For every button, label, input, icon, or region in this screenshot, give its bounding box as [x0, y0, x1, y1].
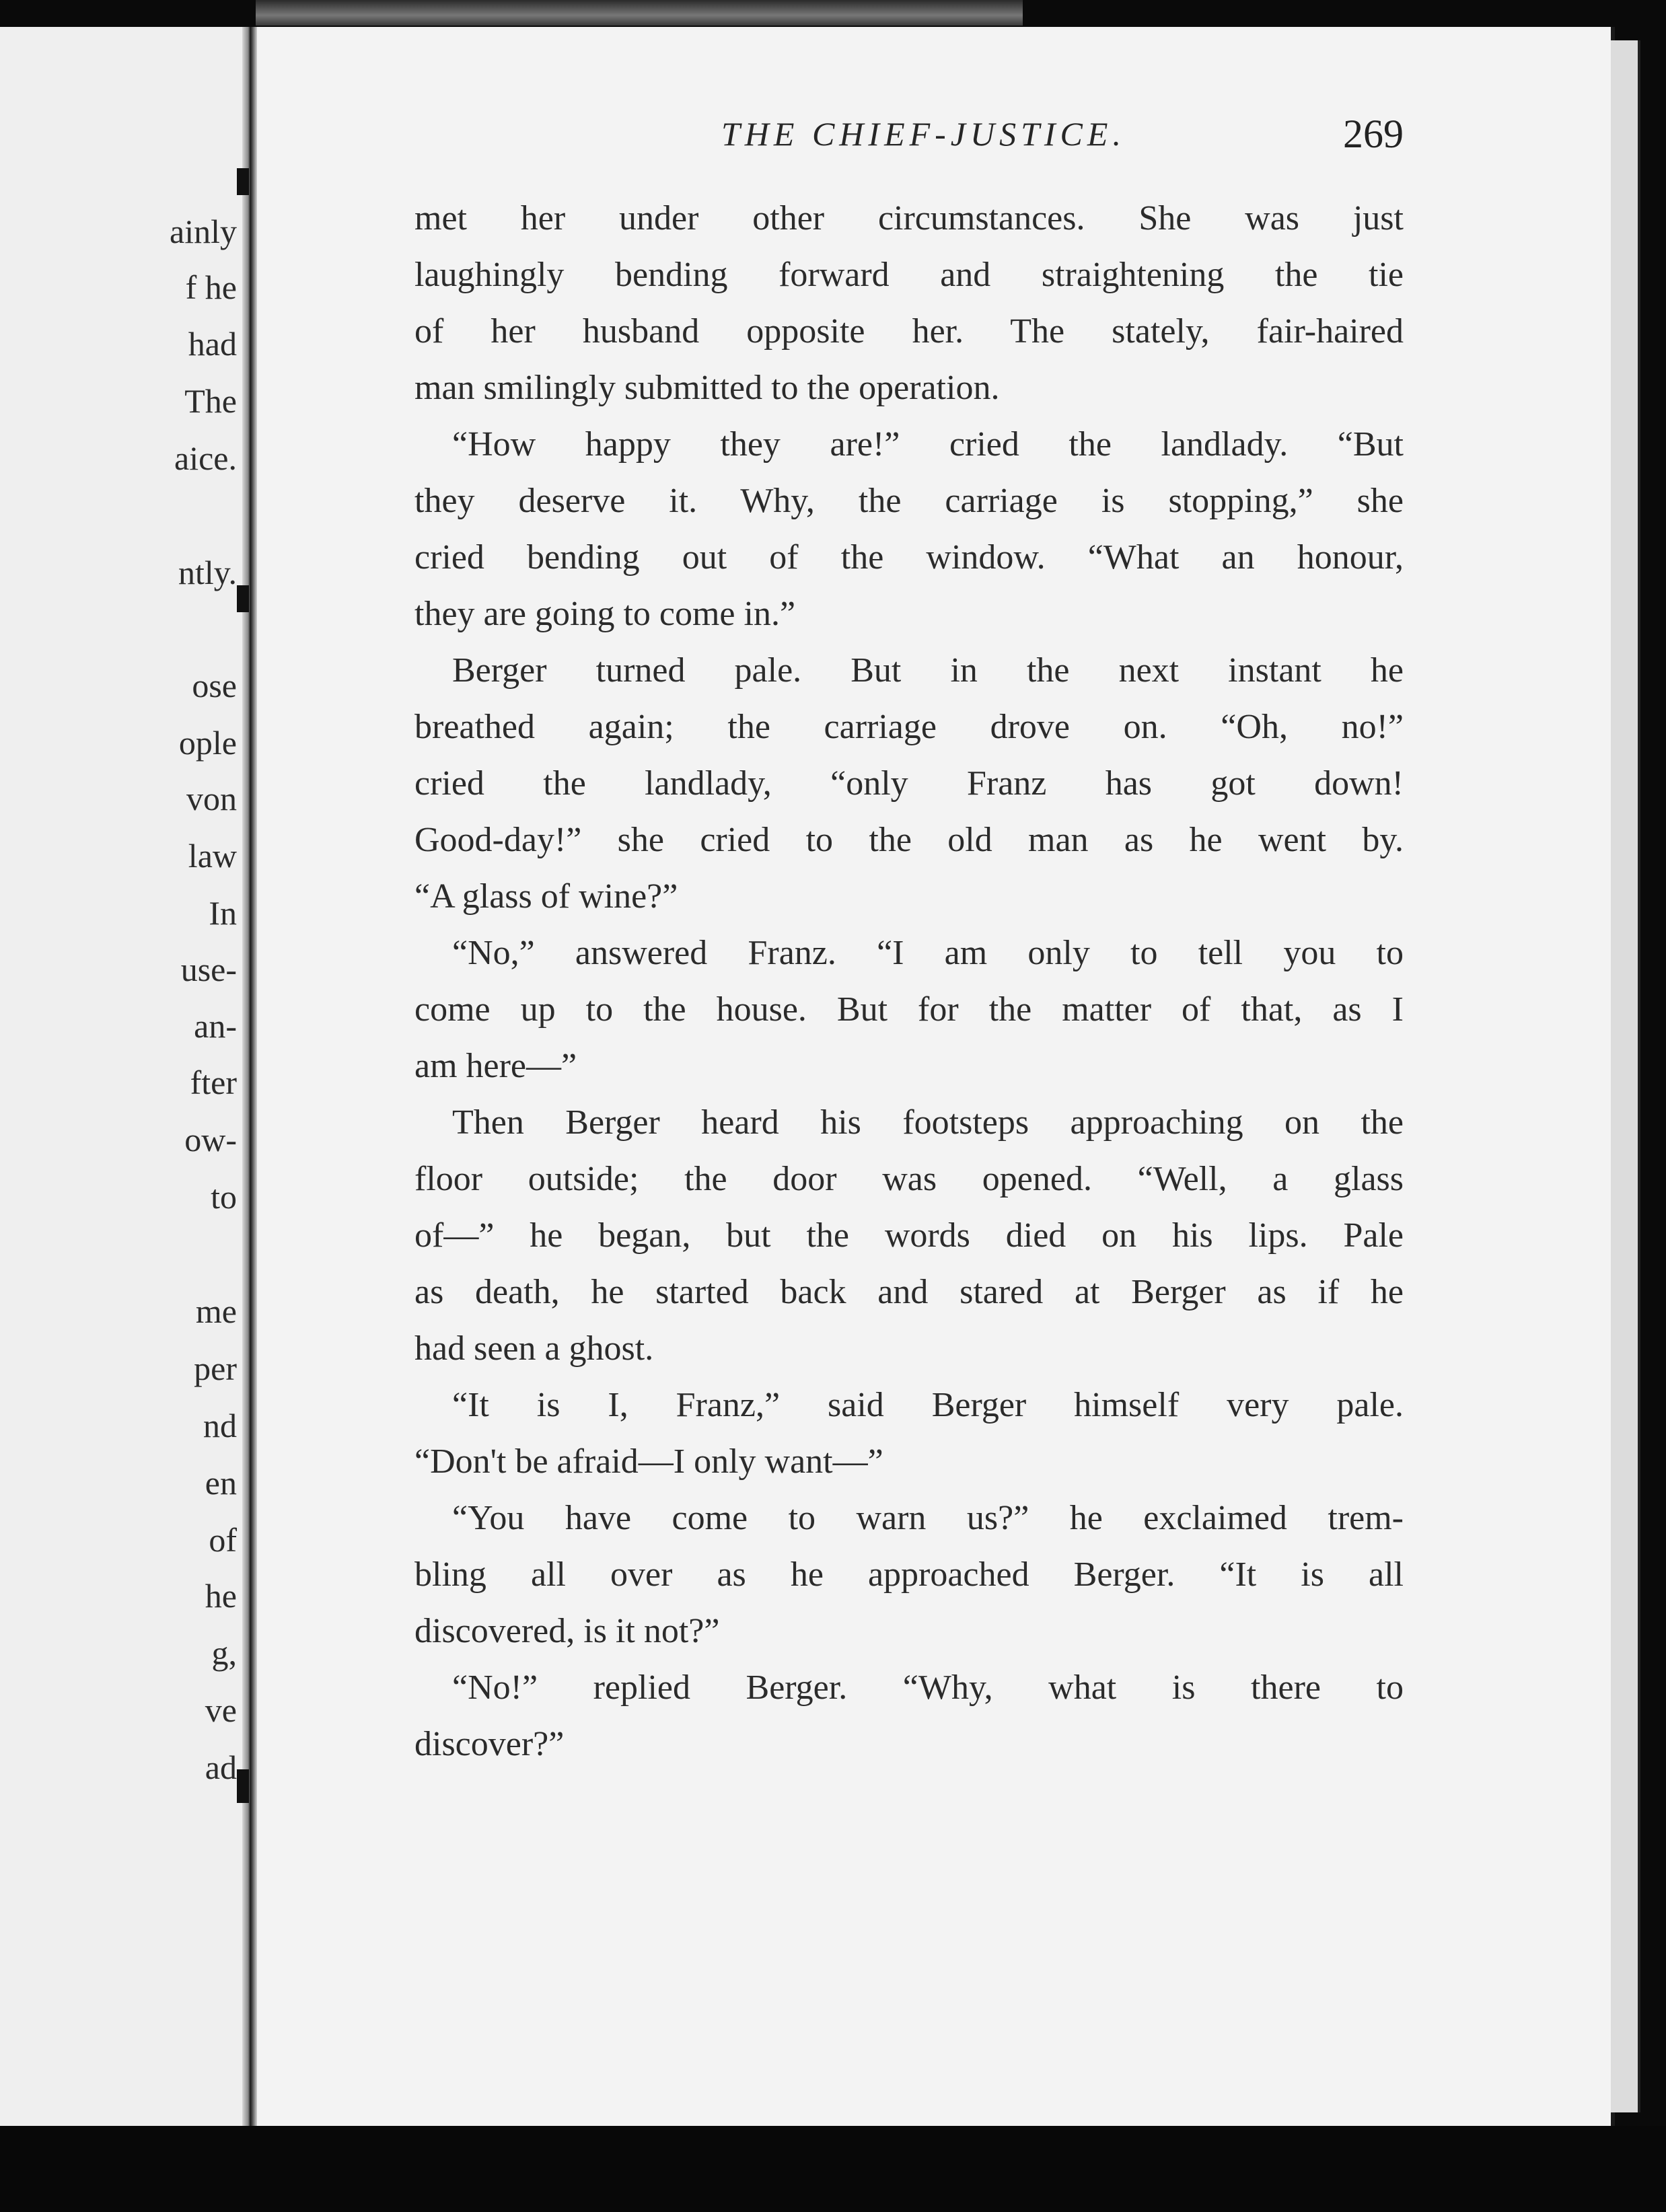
left-fragment: ose — [192, 667, 237, 704]
left-fragment: In — [209, 894, 237, 932]
text-line: laughingly bending forward and straightening the tie — [414, 256, 1404, 294]
text-line: they are going to come in.” — [414, 595, 796, 633]
text-line: cried bending out of the window. “What an honour, — [414, 538, 1404, 577]
scan-bottom-edge — [0, 2126, 1666, 2212]
text-line: they deserve it. Why, the carriage is stopping,” she — [414, 482, 1404, 520]
left-fragment: law — [188, 837, 237, 875]
text-line: discovered, is it not?” — [414, 1612, 720, 1650]
text-line: Good-day!” she cried to the old man as he went by. — [414, 821, 1404, 859]
left-fragment: ad — [205, 1748, 237, 1786]
left-fragment: nd — [203, 1407, 237, 1444]
left-fragment: en — [205, 1464, 237, 1502]
text-line: “It is I, Franz,” said Berger himself very pale. — [452, 1386, 1404, 1424]
left-fragment: von — [186, 780, 237, 817]
left-fragment: The — [184, 382, 237, 420]
left-fragment: me — [195, 1292, 237, 1330]
left-fragment: ntly. — [178, 554, 237, 591]
left-fragment: he — [205, 1577, 237, 1615]
left-fragment: fter — [190, 1064, 237, 1101]
left-fragment: to — [211, 1178, 237, 1216]
text-line: as death, he started back and stared at Berger as if he — [414, 1273, 1404, 1311]
text-line: man smilingly submitted to the operation. — [414, 369, 1000, 407]
left-fragment: ve — [205, 1691, 237, 1729]
text-line: Berger turned pale. But in the next instant he — [452, 651, 1404, 690]
left-fragment: had — [188, 325, 237, 363]
page-number: 269 — [1343, 112, 1404, 156]
text-line: bling all over as he approached Berger. “It is all — [414, 1555, 1404, 1594]
left-fragment: g, — [211, 1634, 237, 1672]
text-line: cried the landlady, “only Franz has got down! — [414, 764, 1404, 803]
page-edge — [1611, 40, 1640, 2112]
text-line: of her husband opposite her. The stately, fair-haired — [414, 312, 1404, 351]
left-fragment: per — [194, 1350, 237, 1387]
book-gutter — [242, 27, 257, 2126]
left-fragment: f he — [185, 268, 237, 306]
left-fragment: of — [209, 1521, 237, 1559]
text-line: “No!” replied Berger. “Why, what is there to — [452, 1668, 1404, 1707]
binding-mark — [237, 1769, 249, 1803]
text-line: Then Berger heard his footsteps approaching on the — [452, 1103, 1404, 1142]
left-fragment: ainly — [170, 213, 237, 250]
text-line: “No,” answered Franz. “I am only to tell you to — [452, 934, 1404, 972]
text-line: of—” he began, but the words died on his lips. Pale — [414, 1216, 1404, 1255]
text-line: “A glass of wine?” — [414, 877, 678, 916]
text-line: “How happy they are!” cried the landlady. “But — [452, 425, 1404, 464]
binding-mark — [237, 585, 249, 612]
text-line: floor outside; the door was opened. “Well, a glass — [414, 1160, 1404, 1198]
text-line: met her under other circumstances. She was just — [414, 199, 1404, 237]
left-fragment: ow- — [184, 1121, 237, 1158]
left-fragment: an- — [194, 1007, 237, 1045]
text-line: am here—” — [414, 1047, 577, 1085]
text-line: come up to the house. But for the matter of that, as I — [414, 990, 1404, 1029]
left-fragment: use- — [180, 951, 237, 988]
text-line: had seen a ghost. — [414, 1329, 654, 1368]
running-head: THE CHIEF-JUSTICE. — [721, 115, 1126, 153]
previous-page — [0, 27, 244, 2126]
text-line: discover?” — [414, 1725, 565, 1763]
text-line: “You have come to warn us?” he exclaimed trem- — [452, 1499, 1404, 1537]
binding-top-strip — [256, 0, 1023, 26]
binding-mark — [237, 168, 249, 195]
text-line: breathed again; the carriage drove on. “Oh, no!” — [414, 708, 1404, 746]
left-fragment: aice. — [174, 439, 237, 477]
text-line: “Don't be afraid—I only want—” — [414, 1442, 883, 1481]
left-fragment: ople — [178, 724, 237, 762]
